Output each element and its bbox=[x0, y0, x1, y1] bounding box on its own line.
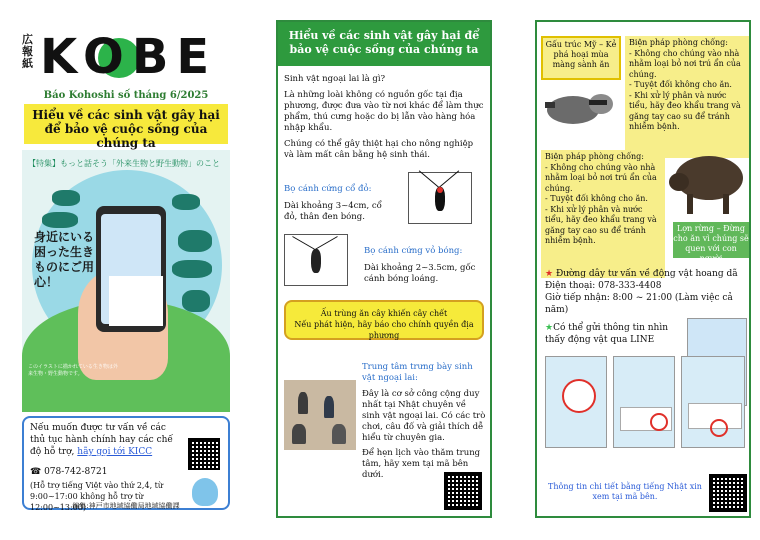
alien-species-panel bbox=[276, 20, 492, 518]
beetle1-info bbox=[284, 184, 396, 223]
qr-code-icon[interactable] bbox=[709, 474, 747, 512]
beetle-antenna bbox=[439, 170, 460, 187]
phone-menu-grid bbox=[109, 276, 163, 326]
cover-illustration bbox=[22, 150, 230, 412]
panel-header: Hiểu về các sinh vật gây hại để bảo vệ cuộc sống của chúng ta bbox=[278, 22, 490, 66]
fish-icon bbox=[52, 190, 80, 206]
highlight-circle bbox=[562, 379, 596, 413]
highlight-circle bbox=[710, 419, 728, 437]
star-icon: ★ bbox=[545, 323, 554, 333]
qr-code-icon[interactable] bbox=[444, 472, 482, 510]
consultation-box bbox=[22, 416, 230, 510]
beetle-body bbox=[311, 249, 321, 273]
person-figure bbox=[292, 424, 306, 444]
center-booking: Để hẹn lịch vào thăm trung tâm, hãy xem tại mã bên dưới. bbox=[362, 448, 481, 480]
crocodile-icon bbox=[172, 260, 212, 278]
glossy-beetle-image bbox=[284, 234, 348, 286]
masthead-side-text: 広報紙 bbox=[22, 33, 33, 70]
alert-line2: Nếu phát hiện, hãy báo cho chính quyền địa phương bbox=[294, 320, 474, 340]
center-desc: Đây là cơ sở công cộng duy nhất tại Nhật chuyên về sinh vật ngoại lai. Có các trò chơi, câu đố và giải thích dễ hiểu từ chuyên gia. bbox=[362, 389, 486, 443]
turtle-icon bbox=[42, 212, 78, 228]
center-title: Trung tâm trưng bày sinh vật ngoại lai: bbox=[362, 362, 473, 383]
phone-screen bbox=[101, 214, 161, 324]
beetle-antenna bbox=[315, 236, 338, 250]
editor-credit: 編集:神戸市地域協働局地域協働課 bbox=[72, 502, 180, 510]
line-info bbox=[545, 322, 685, 346]
line-screenshot bbox=[613, 356, 675, 448]
measures2-list: - Không cho chúng vào nhà nhằm loại bỏ nơi trú ẩn của chúng. - Tuyệt đối không cho ăn. - Khi xử lý phân và nước tiểu, hãy đeo khẩu trang và găng tay cao su để tránh nhiễm bệnh. bbox=[545, 162, 657, 245]
alert-line1: Ấu trùng ăn cây khiến cây chết bbox=[320, 309, 448, 318]
beetle1-name: Bọ cánh cứng cổ đỏ: bbox=[284, 184, 372, 194]
beetle-antenna bbox=[292, 236, 315, 250]
cover-title: Hiểu về các sinh vật gây hại để bảo vệ cuộc sống của chúng ta bbox=[24, 104, 228, 144]
exhibition-photo bbox=[284, 380, 356, 450]
raccoon-label: Gấu trúc Mỹ – Kẻ phá hoại mùa màng sành ăn bbox=[541, 36, 621, 80]
kicc-hours: (Hỗ trợ tiếng Việt vào thứ 2,4, từ 9:00~17:00 không hỗ trợ từ 12:00~13:00) bbox=[30, 481, 164, 512]
boar-label: Lợn rừng – Đừng cho ăn vì chúng sẽ quen với con người bbox=[673, 224, 749, 263]
question: Sinh vật ngoại lai là gì? bbox=[284, 74, 386, 84]
measures1-list: - Không cho chúng vào nhà nhằm loại bỏ nơi trú ẩn của chúng. - Tuyệt đối không cho ăn. - Khi xử lý phân và nước tiểu, hãy đeo khẩu trang và găng tay cao su để tránh nhiễm bệnh. bbox=[629, 48, 741, 131]
star-icon: ★ bbox=[545, 269, 554, 279]
beetle1-desc: Dài khoảng 3~4cm, cổ đỏ, thân đen bóng. bbox=[284, 201, 382, 222]
hotline-title-row bbox=[545, 268, 745, 280]
cat-icon bbox=[182, 290, 210, 312]
consultation-text bbox=[30, 422, 180, 458]
beetle-antenna bbox=[419, 170, 440, 187]
measures1-title: Biện pháp phòng chống: bbox=[629, 38, 728, 47]
issue-label: Báo Kohoshi số tháng 6/2025 bbox=[43, 90, 209, 101]
beetle2-name: Bọ cánh cứng vỏ bóng: bbox=[364, 246, 463, 256]
masthead bbox=[20, 29, 232, 85]
kobe-logo: KOBE bbox=[40, 29, 218, 85]
raccoon-measures bbox=[625, 36, 749, 158]
beetle2-info bbox=[364, 246, 486, 285]
hotline-hours: Giờ tiếp nhận: 8:00 ~ 21:00 (Làm việc cả năm) bbox=[545, 293, 733, 315]
boar-measures bbox=[541, 150, 665, 278]
hotline-title: Đường dây tư vấn về động vật hoang dã bbox=[555, 269, 738, 279]
consultation-intro: Nếu muốn được tư vấn về các thủ tục hành chính hay các chế độ hỗ trợ, bbox=[30, 423, 173, 457]
line-screenshot bbox=[545, 356, 607, 448]
details-note: Thông tin chi tiết bằng tiếng Nhật xin xem tại mã bên. bbox=[548, 482, 702, 501]
qr-code-icon[interactable] bbox=[188, 438, 220, 470]
damage-text: Chúng có thể gây thiệt hại cho nông nghiệp và làm mất cân bằng hệ sinh thái. bbox=[284, 139, 474, 160]
person-figure bbox=[324, 396, 334, 418]
cover-fineprint: このイラストに描かれている生き物は外来生物・野生動物です。 bbox=[28, 364, 118, 377]
kicc-phone: ☎ 078-742-8721 bbox=[30, 467, 108, 477]
intro-text bbox=[284, 74, 484, 166]
center-info bbox=[362, 362, 486, 481]
kicc-link[interactable]: hãy gọi tới KICC bbox=[77, 447, 153, 457]
red-neck-beetle-image bbox=[408, 172, 472, 224]
line-screenshot bbox=[681, 356, 745, 448]
raccoon-image bbox=[543, 84, 617, 128]
phone-illustration bbox=[96, 206, 166, 332]
person-figure bbox=[298, 392, 308, 414]
person-figure bbox=[332, 424, 346, 444]
definition: Là những loài không có nguồn gốc tại địa phương, được đưa vào từ nơi khác để làm thực phẩm, thú cưng hoặc do bị lẫn vào hàng hóa nhập khẩu. bbox=[284, 90, 484, 133]
line-title: Có thể gửi thông tin nhìn thấy động vật qua LINE bbox=[545, 323, 669, 345]
cover-headline: 身近にいる困った生きものにご用心！ bbox=[34, 230, 95, 289]
wild-animals-panel bbox=[535, 20, 751, 518]
bird-icon bbox=[172, 194, 200, 210]
cover-panel bbox=[20, 20, 232, 518]
hotline-info bbox=[545, 268, 745, 316]
measures2-title: Biện pháp phòng chống: bbox=[545, 152, 644, 161]
beetle2-desc: Dài khoảng 2~3.5cm, gốc cánh bóng loáng. bbox=[364, 263, 476, 284]
beetle-red-neck bbox=[437, 187, 443, 193]
deer-icon bbox=[178, 230, 212, 252]
cover-subtitle: 【特集】もっと話そう「外来生物と野生動物」のこと bbox=[28, 159, 220, 168]
alert-box bbox=[284, 300, 484, 340]
highlight-circle bbox=[650, 413, 668, 431]
hotline-phone: Điện thoại: 078-333-4408 bbox=[545, 281, 662, 291]
boar-image bbox=[669, 146, 749, 218]
